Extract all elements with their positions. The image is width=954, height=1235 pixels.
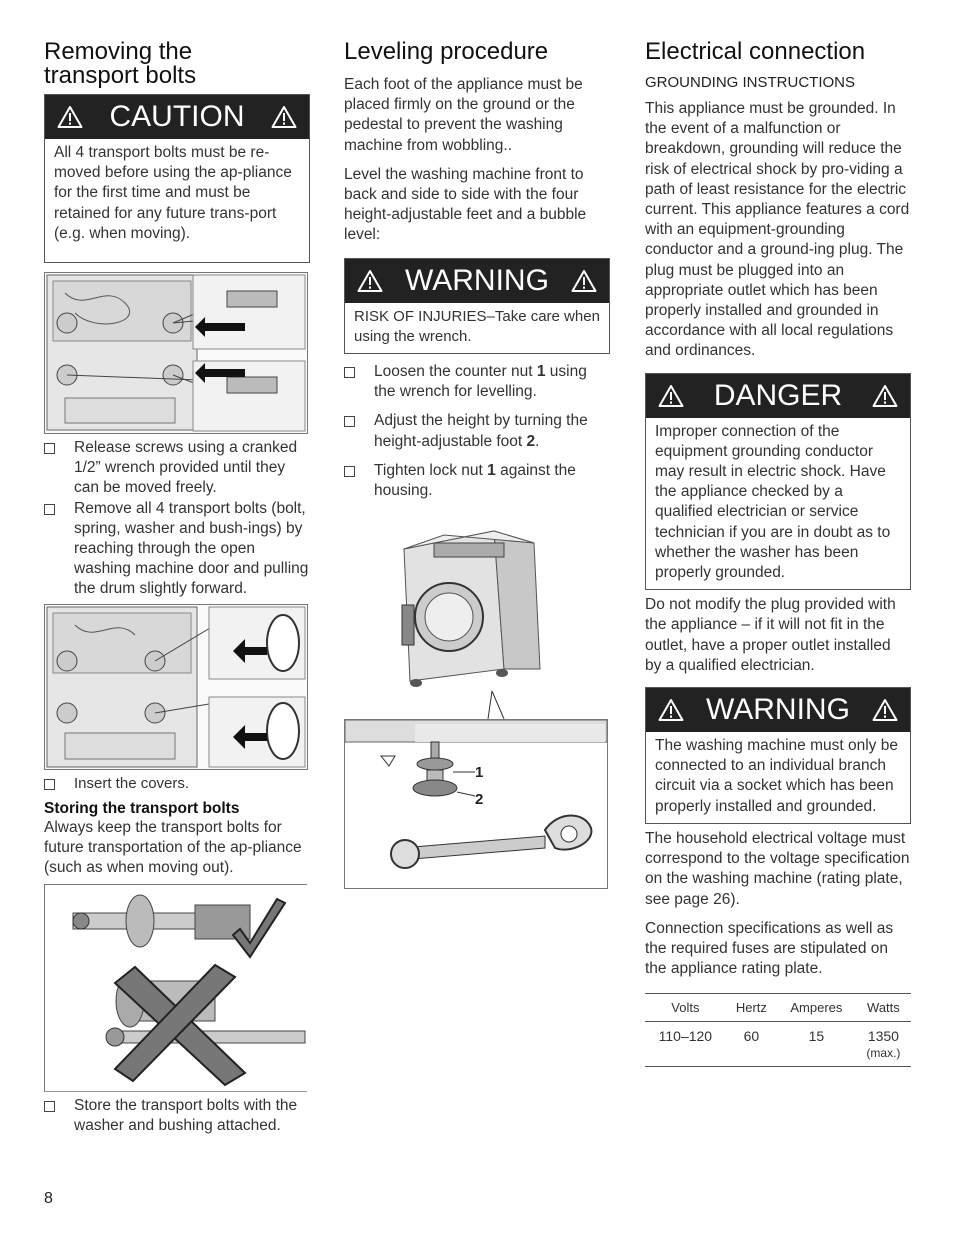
storing-text: Always keep the transport bolts for future transportation of the ap-pliance (such as when moving out). <box>44 818 302 876</box>
bolt-removal-illustration <box>45 273 307 433</box>
warning-text: RISK OF INJURIES–Take care when using the wrench. <box>354 307 600 345</box>
list-item <box>44 438 310 499</box>
heading-removing-transport-bolts: Removing the transport bolts <box>44 38 197 89</box>
removal-steps-list <box>44 438 310 600</box>
step-text: Remove all 4 transport bolts (bolt, spring, washer and bush-ings) by reaching through the open washing machine door and pulling the drum slightly forward. <box>74 499 309 598</box>
step-text: Loosen the counter nut <box>374 363 537 381</box>
washing-machine-illustration <box>344 519 610 719</box>
watts-note: (max.) <box>866 1046 901 1061</box>
heading-leveling-procedure: Leveling procedure <box>344 38 549 65</box>
column-leveling <box>344 40 610 889</box>
leveling-para-2: Level the washing machine front to back and side to side with the four height-adjustable feet and a bubble level: <box>344 165 587 244</box>
bolt-storage-illustration <box>45 885 307 1091</box>
table-row <box>645 1022 911 1067</box>
warning-triangle-icon <box>357 269 383 293</box>
step-text: against the housing. <box>374 461 576 500</box>
warning-bar <box>345 259 609 303</box>
figure-insert-covers <box>44 604 308 770</box>
plug-para: Do not modify the plug provided with the appliance – if it will not fit in the outlet, have a proper outlet installed by a qualified electrician. <box>645 596 896 674</box>
caution-text: All 4 transport bolts must be re-moved before using the ap-pliance for the first time and must be retained for any future trans-port (e.g. when moving). <box>54 144 292 242</box>
list-item <box>44 1096 310 1136</box>
cell-hertz: 60 <box>726 1022 777 1067</box>
checkbox-bullet-icon <box>344 416 355 427</box>
checkbox-bullet-icon <box>44 779 55 790</box>
warning-triangle-icon <box>872 698 898 722</box>
figure-remove-bolts <box>44 272 308 434</box>
rating-table <box>645 993 911 1067</box>
step-number: 1 <box>536 363 546 381</box>
step-text: Tighten lock nut <box>374 461 488 479</box>
step-text: Release screws using a cranked 1/2” wrench provided until they can be moved freely. <box>74 439 298 497</box>
callout-1: 1 <box>475 764 484 782</box>
danger-bar <box>646 374 910 418</box>
list-item <box>344 461 610 501</box>
header-hertz: Hertz <box>726 994 777 1022</box>
step-text: . <box>535 432 540 450</box>
watts-value: 1350 <box>867 1028 899 1045</box>
step-text: using the wrench for levelling. <box>374 363 587 401</box>
cell-watts <box>856 1022 911 1067</box>
callout-2: 2 <box>475 791 484 809</box>
column-electrical <box>645 40 911 1067</box>
list-item <box>344 362 610 402</box>
list-item <box>344 411 610 451</box>
warning-triangle-icon <box>658 384 684 408</box>
caution-box <box>44 94 310 263</box>
header-amperes: Amperes <box>777 994 856 1022</box>
header-watts: Watts <box>856 994 911 1022</box>
header-volts: Volts <box>645 994 726 1022</box>
warning-triangle-icon <box>872 384 898 408</box>
figure-foot-detail <box>344 719 608 889</box>
checkbox-bullet-icon <box>344 466 355 477</box>
page-number: 8 <box>44 1190 53 1207</box>
warning-label: WARNING <box>706 693 850 727</box>
step-number: 1 <box>487 461 496 479</box>
list-item <box>44 774 310 794</box>
cell-volts: 110–120 <box>645 1022 726 1067</box>
checkbox-bullet-icon <box>344 367 355 378</box>
grounding-para: This appliance must be grounded. In the event of a malfunction or breakdown, grounding will reduce the risk of electrical shock by pro-viding a path of least resistance for the electric current. This appliance features a cord with an equipment-grounding conductor and a ground-ing plug. The plug must be plugged into an appropriate outlet which has been properly installed and grounded in accordance with all local regulations and ordinances. <box>645 100 910 360</box>
danger-text: Improper connection of the equipment grounding conductor may result in electric shock. Have the appliance checked by a qualified electrician or service technician if you are in doubt as to whether the washer has been properly grounded. <box>655 422 891 582</box>
list-item <box>44 499 310 600</box>
checkbox-bullet-icon <box>44 1101 55 1112</box>
warning-text: The washing machine must only be connected to an individual branch circuit via a socket which has been properly installed and grounded. <box>655 737 898 815</box>
step-text: Adjust the height by turning the height-adjustable foot <box>374 412 588 450</box>
caution-bar <box>45 95 309 139</box>
danger-box <box>645 373 911 591</box>
checkbox-bullet-icon <box>44 443 55 454</box>
storing-heading: Storing the transport bolts <box>44 799 240 817</box>
store-step-list <box>44 1096 310 1136</box>
grounding-subheading: GROUNDING INSTRUCTIONS <box>645 74 855 91</box>
covers-illustration <box>45 605 307 769</box>
step-text: Insert the covers. <box>74 774 190 792</box>
warning-label: WARNING <box>405 263 549 297</box>
leveling-steps-list <box>344 362 610 501</box>
covers-step-list <box>44 774 310 794</box>
warning-triangle-icon <box>571 269 597 293</box>
column-transport-bolts <box>44 40 310 1136</box>
leveling-para-1: Each foot of the appliance must be placed firmly on the ground or the pedestal to prevent the washing machine from wobbling.. <box>344 76 583 154</box>
cell-amperes: 15 <box>777 1022 856 1067</box>
warning-box-circuit <box>645 687 911 824</box>
danger-label: DANGER <box>713 378 843 412</box>
table-header-row <box>645 994 911 1022</box>
warning-triangle-icon <box>658 698 684 722</box>
step-text: Store the transport bolts with the washer and bushing attached. <box>74 1096 298 1135</box>
caution-label: CAUTION <box>109 100 245 133</box>
figure-correct-incorrect-bolts <box>44 884 307 1092</box>
warning-bar <box>646 688 910 732</box>
step-number: 2 <box>526 432 536 450</box>
heading-electrical-connection: Electrical connection <box>645 38 866 65</box>
warning-triangle-icon <box>271 105 297 129</box>
warning-box-wrench <box>344 258 610 354</box>
checkbox-bullet-icon <box>44 504 55 515</box>
fuses-para: Connection specifications as well as the required fuses are stipulated on the appliance rating plate. <box>645 919 894 978</box>
warning-triangle-icon <box>57 105 83 129</box>
voltage-para: The household electrical voltage must correspond to the voltage specification on the washing machine (rating plate, see page 26). <box>645 829 910 908</box>
